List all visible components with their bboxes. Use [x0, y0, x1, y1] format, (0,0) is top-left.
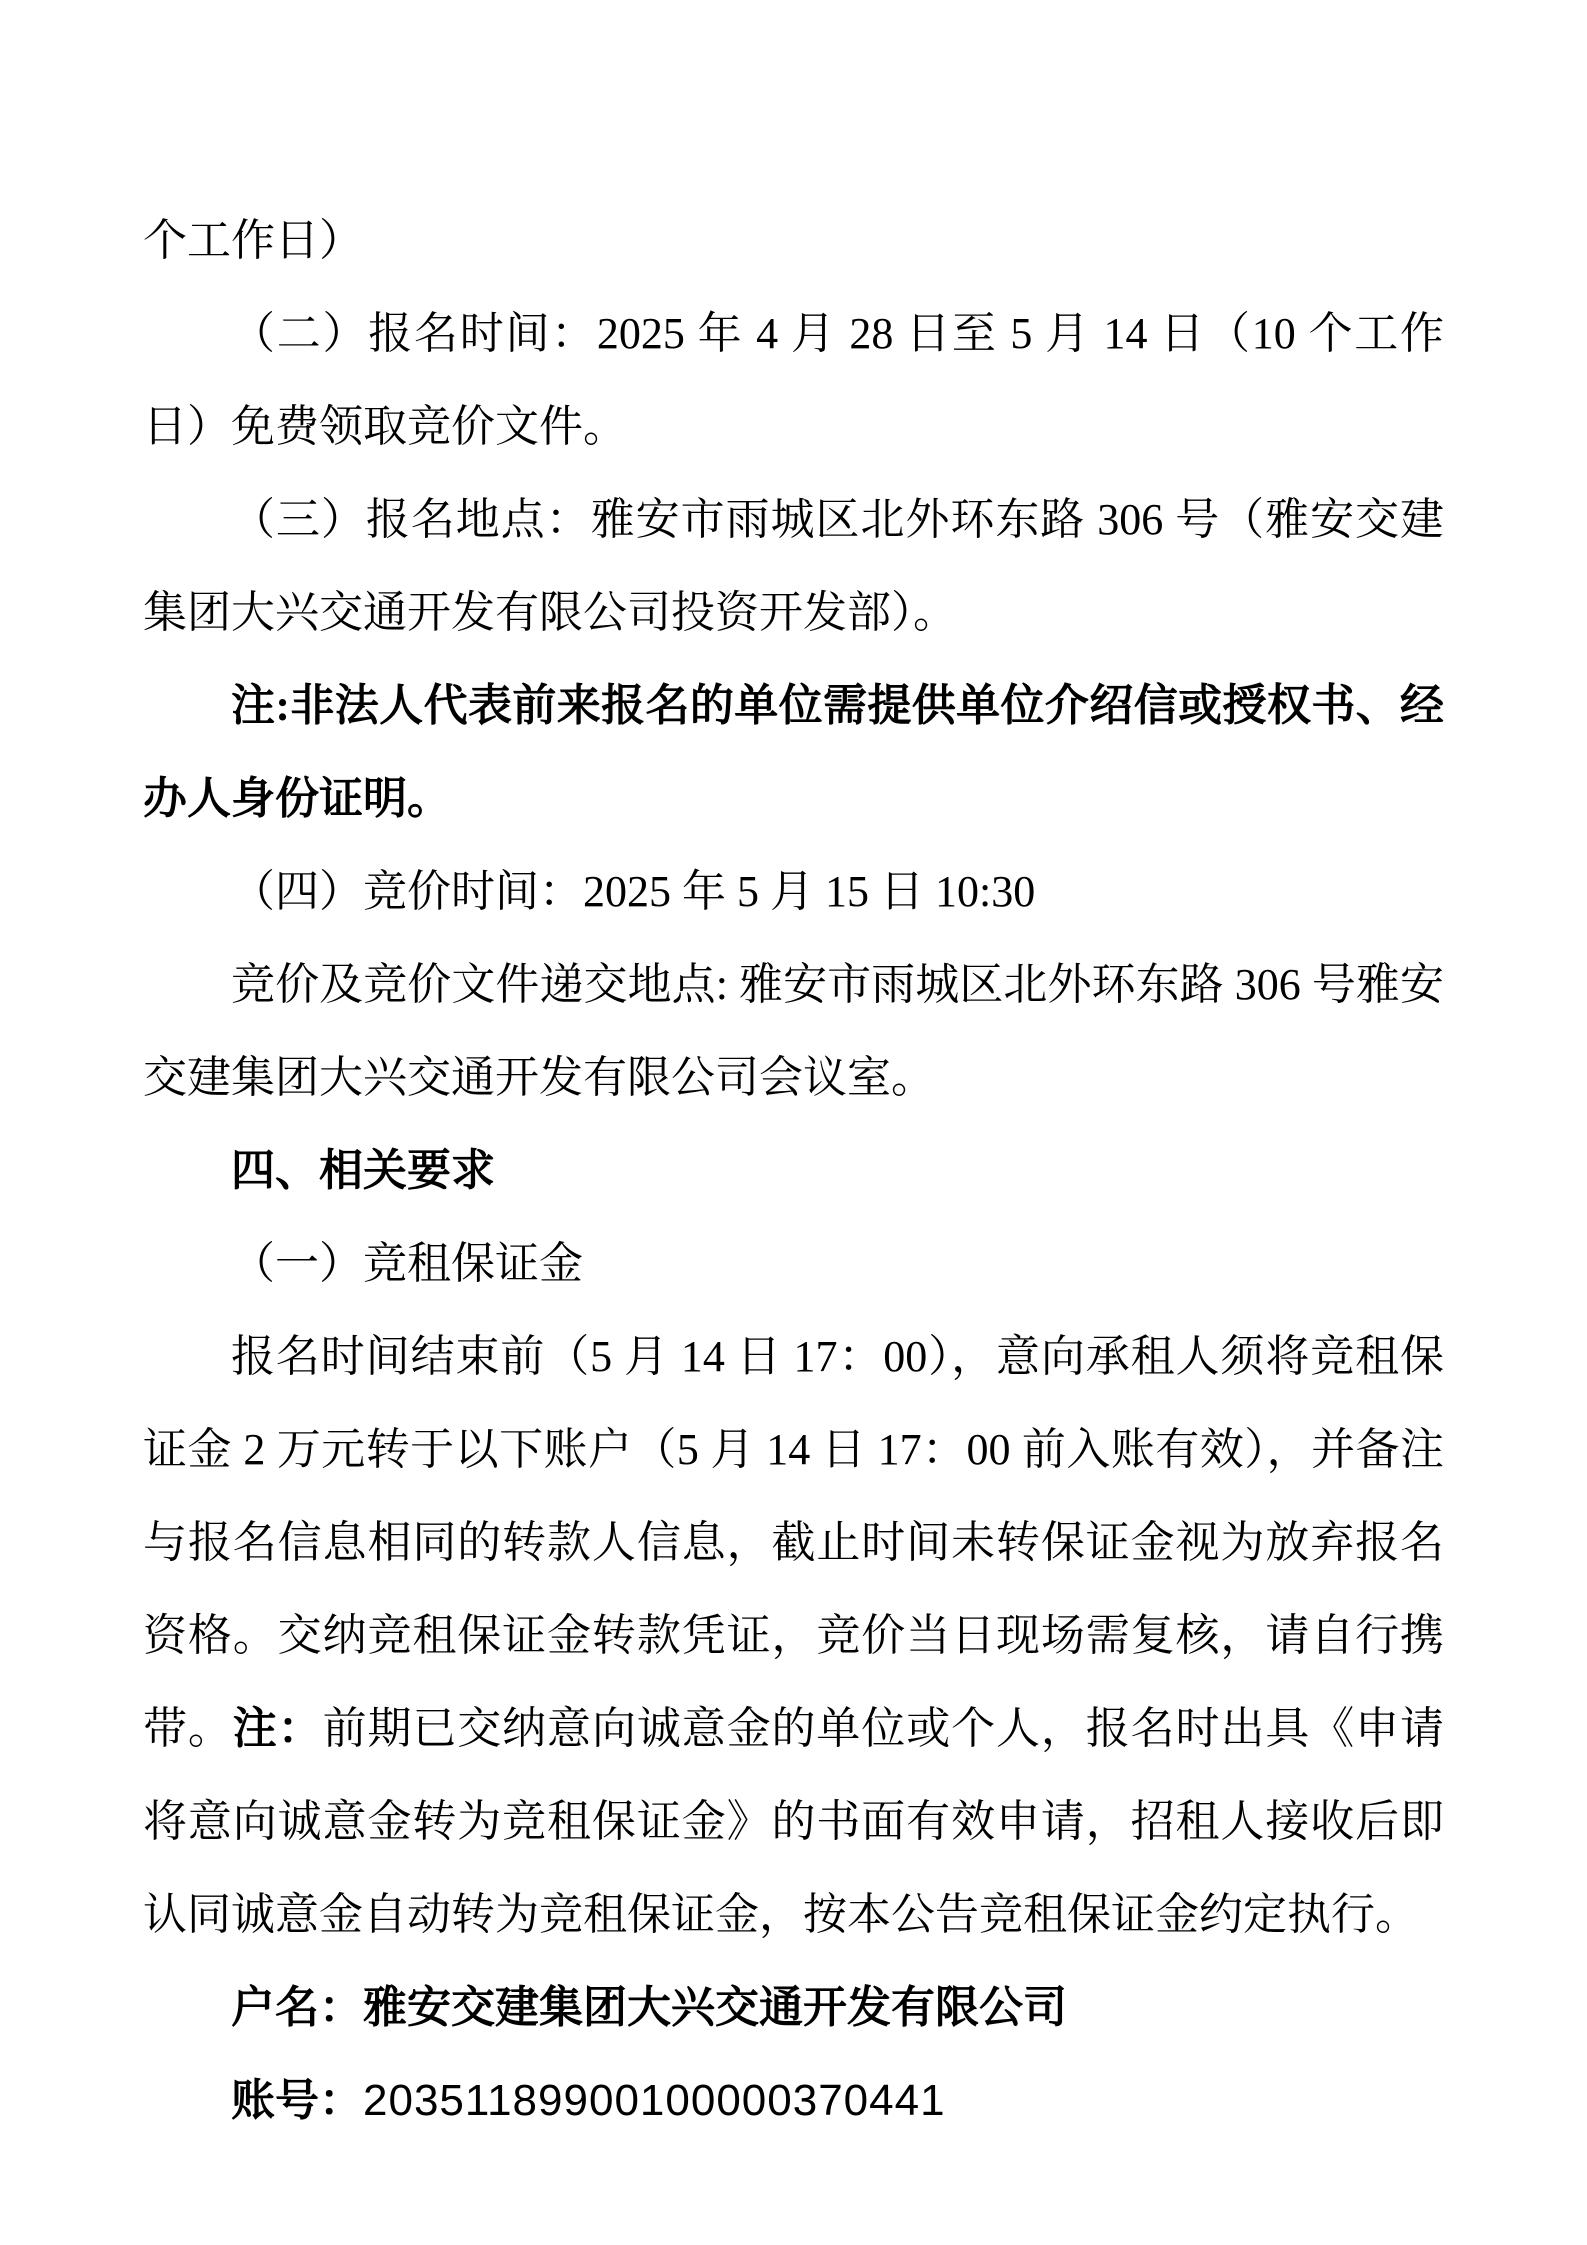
paragraph-submission-location: 竞价及竞价文件递交地点: 雅安市雨城区北外环东路 306 号雅安交建集团大兴交通开发有限公司会议室。 — [143, 960, 1444, 1102]
paragraph-deposit-details — [143, 1310, 1444, 1961]
paragraph-continuation: 个工作日） — [143, 216, 363, 265]
paragraph-agent-note: 注:非法人代表前来报名的单位需提供单位介绍信或授权书、经办人身份证明。 — [143, 681, 1444, 823]
account-number-value: 20351189900100000370441 — [363, 2076, 946, 2125]
deposit-note-text: 前期已交纳意向诚意金的单位或个人，报名时出具《申请将意向诚意金转为竞租保证金》的书面有效申请，招租人接收后即认同诚意金自动转为竞租保证金，按本公告竞租保证金约定执行。 — [143, 1704, 1445, 1939]
account-number-label: 账号： — [231, 2076, 363, 2125]
deposit-details-text: 报名时间结束前（5 月 14 日 17：00），意向承租人须将竞租保证金 2 万元转于以下账户（5 月 14 日 17：00 前入账有效），并备注与报名信息相同的转款人信息，截止时间未转保证金视为放弃报名资格。交纳竞租保证金转款凭证，竞价当日现场需复核，请自行携带。 — [143, 1332, 1444, 1753]
section-heading-requirements: 四、相关要求 — [231, 1146, 495, 1195]
paragraph-registration-location: （三）报名地点：雅安市雨城区北外环东路 306 号（雅安交建集团大兴交通开发有限公司投资开发部）。 — [143, 495, 1444, 637]
paragraph-auction-time: （四）竞价时间：2025 年 5 月 15 日 10:30 — [231, 867, 1036, 916]
deposit-note-label: 注： — [232, 1704, 323, 1753]
paragraph-account-name — [143, 1961, 1444, 2054]
paragraph-deposit-heading: （一）竞租保证金 — [231, 1239, 583, 1288]
account-name-value: 雅安交建集团大兴交通开发有限公司 — [363, 1983, 1067, 2032]
account-name-label: 户名： — [231, 1983, 363, 2032]
paragraph-registration-time: （二）报名时间：2025 年 4 月 28 日至 5 月 14 日（10 个工作日）免费领取竞价文件。 — [143, 309, 1444, 451]
paragraph-account-number — [143, 2054, 1444, 2147]
